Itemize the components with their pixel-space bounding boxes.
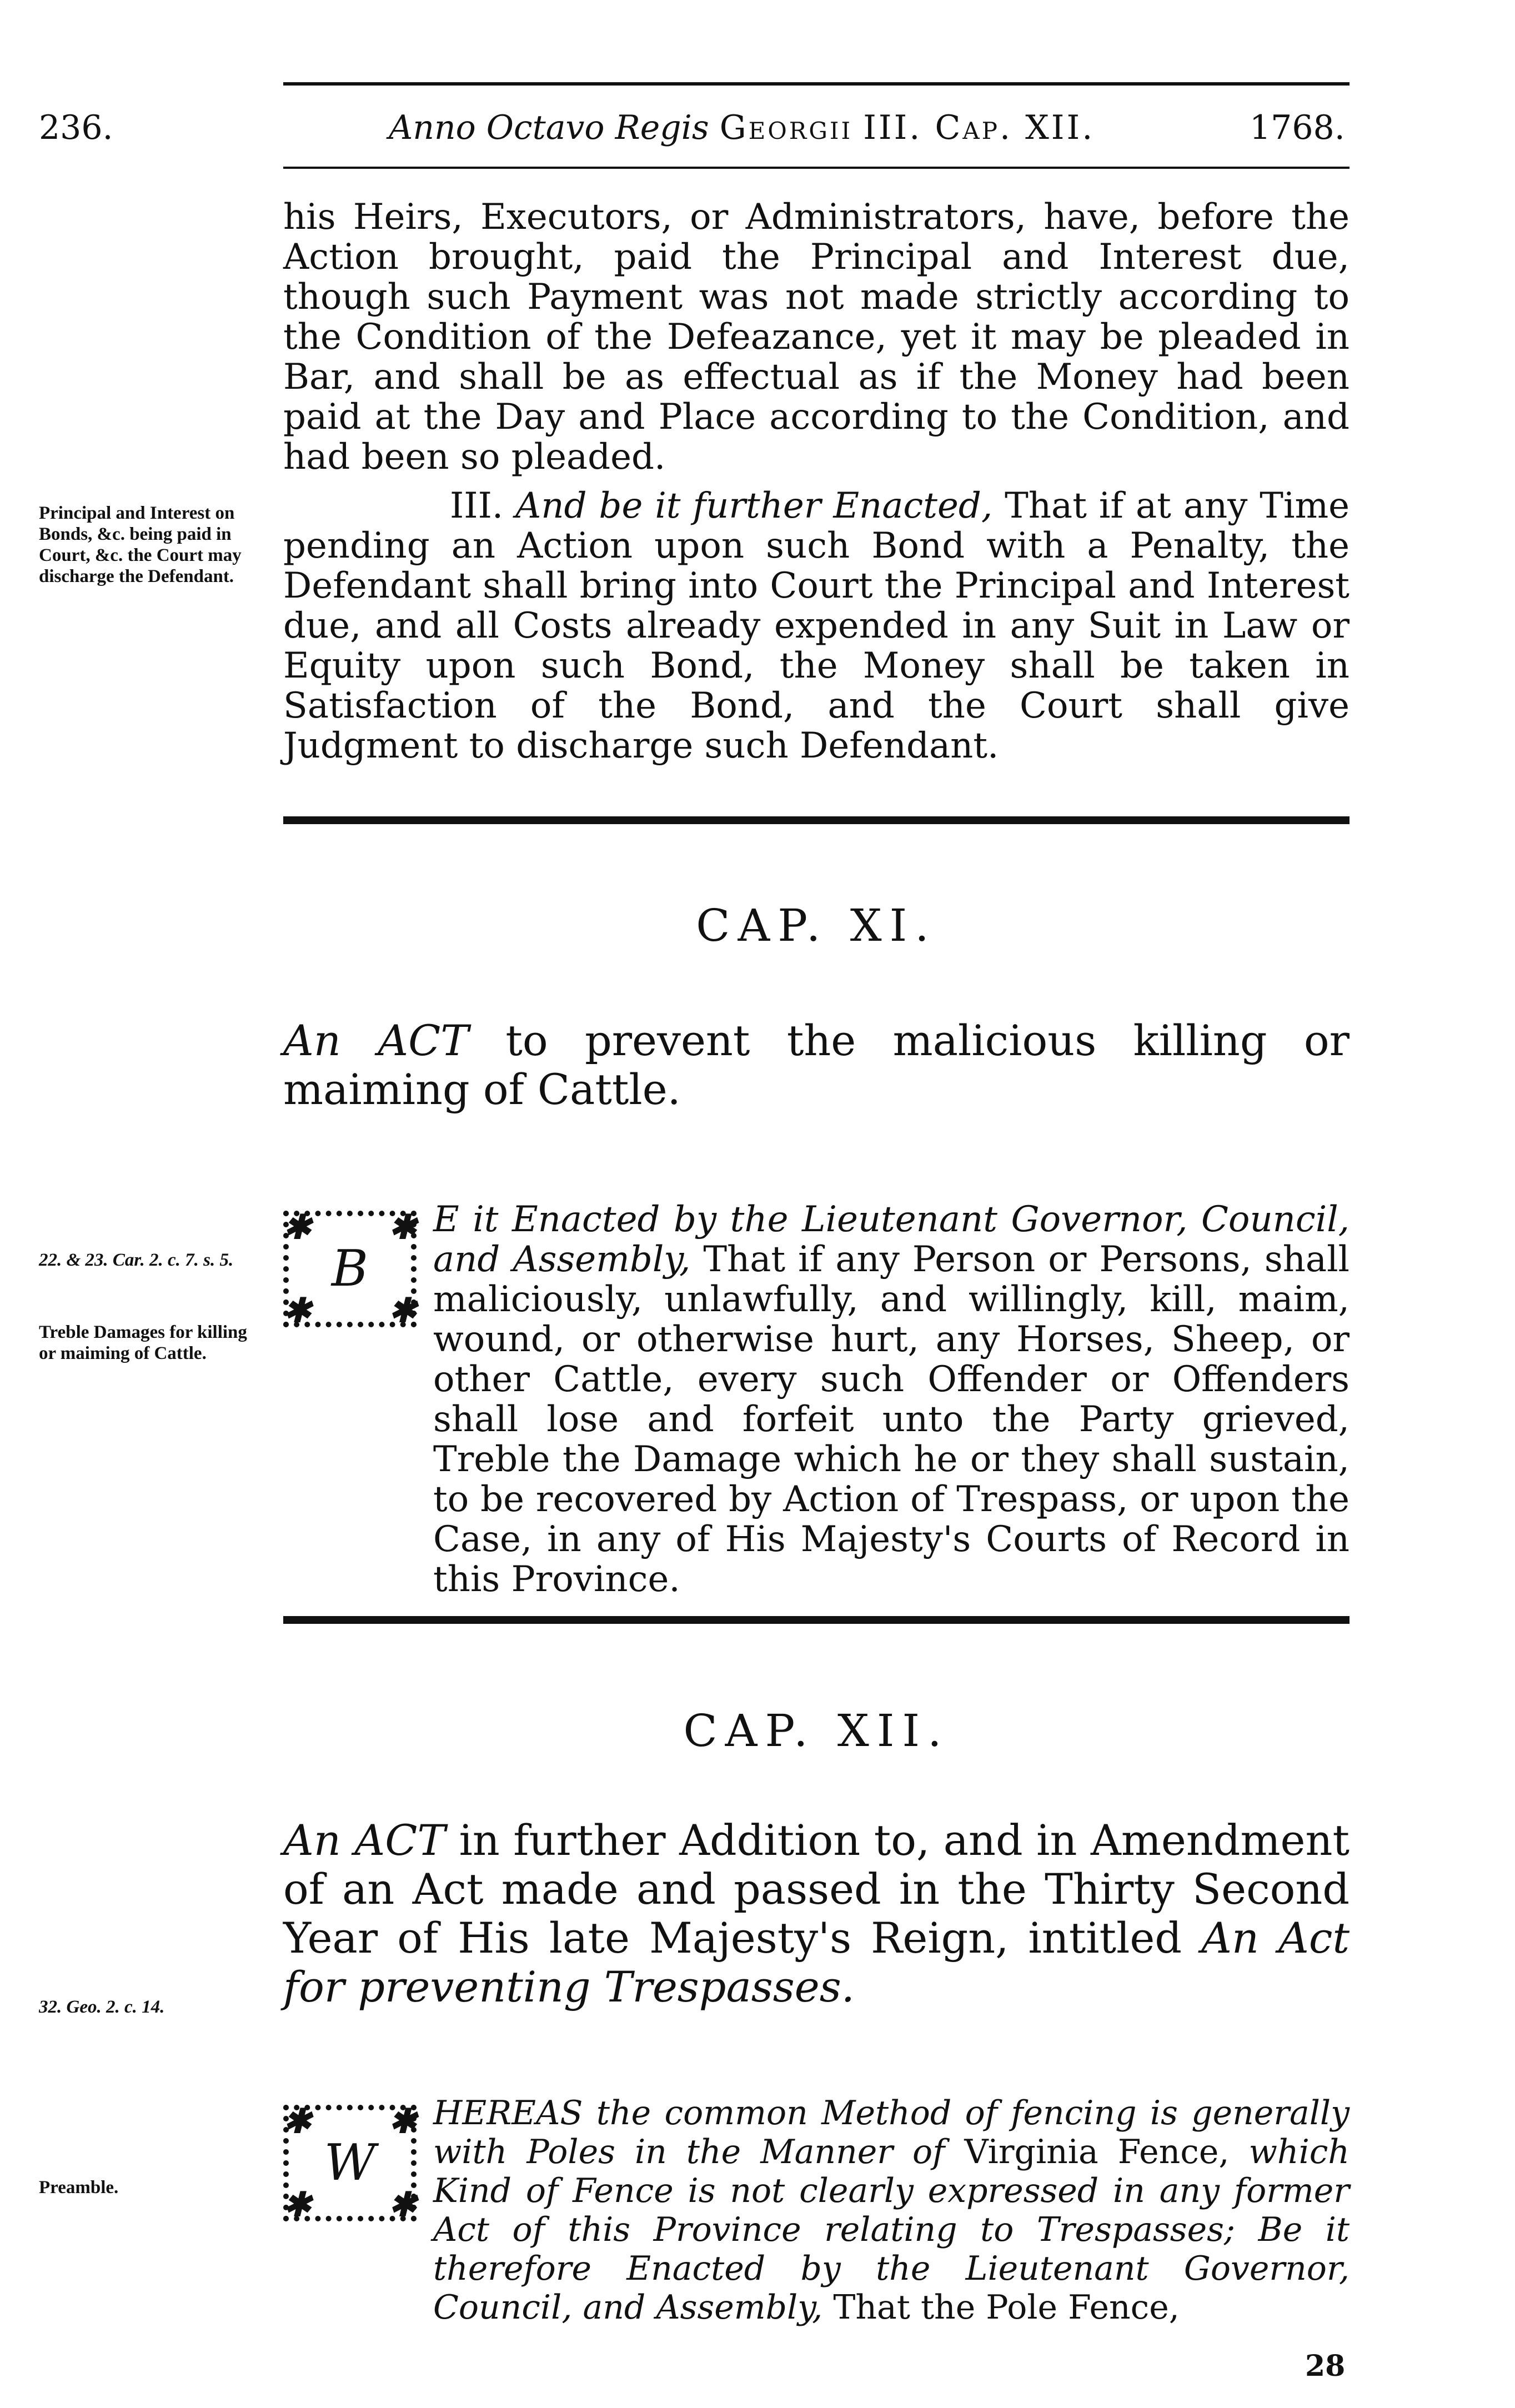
cap-11-dropcap xyxy=(278,1205,422,1333)
cap-12-lead-2: which Kind of Fence is not clearly expressed in any former Act of this Province relating to Trespasses; Be it therefore Enacted by the Lieutenant Governor, Council, and Assembly, xyxy=(433,2133,1350,2327)
cap-12-title-cited: An Act for preventing Trespasses. xyxy=(283,1913,1350,2011)
dropcap-letter: W xyxy=(324,2134,376,2192)
section-3-text: That if at any Time pending an Action upon such Bond with a Penalty, the Defendant shall bring into Court the Principal and Interest due, and all Costs already expended in any Suit in Law or Equity upon such Bond, the Money shall be taken in Satisfaction of the Bond, and the Court shall give Judgment to discharge such Defendant. xyxy=(283,485,1350,766)
cap-11-paragraph xyxy=(433,1200,1350,1599)
cap-12-dropcap xyxy=(278,2099,422,2227)
page-signature: 28 xyxy=(1305,2349,1346,2383)
section-3-numeral: III. xyxy=(450,485,504,526)
dropcap-letter: B xyxy=(331,1240,369,1298)
page-number: 236. xyxy=(39,108,113,147)
section-3-enacting: And be it further Enacted, xyxy=(515,485,993,526)
cap-11-lead: E it Enacted by the Lieutenant Governor, Council, and Assembly, xyxy=(433,1199,1350,1280)
margin-ref-cap-12: 32. Geo. 2. c. 14. xyxy=(39,1997,165,2017)
dropcap-ornament-star: ✱ xyxy=(388,1208,417,1247)
margin-preamble: Preamble. xyxy=(39,2178,119,2198)
cap-11-heading: CAP. XI. xyxy=(696,900,937,951)
cap-12-text: That the Pole Fence, xyxy=(833,2288,1180,2327)
running-title xyxy=(389,106,1095,150)
dropcap-ornament-star: ✱ xyxy=(388,2185,417,2224)
cap-11-title-rest: to prevent the malicious killing or maiming of Cattle. xyxy=(283,1016,1350,1114)
dropcap-ornament-star: ✱ xyxy=(283,1208,312,1247)
running-title-italic: Anno Octavo Regis xyxy=(389,108,709,147)
cap-12-title-prefix: An ACT xyxy=(283,1815,446,1865)
header-top-rule xyxy=(283,82,1350,86)
cap-11-text: That if any Person or Persons, shall maliciously, unlawfully, and willingly, kill, maim, wound, or otherwise hurt, any Horses, Sheep, or other Cattle, every such Offender or Offenders shall lose and forfeit unto the Party grieved, Treble the Damage which he or they shall sustain, to be recovered by Action of Trespass, or upon the Case, in any of His Majesty's Courts of Record in this Province. xyxy=(433,1239,1350,1600)
dropcap-ornament-star: ✱ xyxy=(388,2102,417,2141)
running-title-caps: Georgii xyxy=(719,108,853,147)
page-year: 1768. xyxy=(1250,108,1345,147)
header-bottom-rule xyxy=(283,167,1350,169)
dropcap-ornament-star: ✱ xyxy=(283,2185,312,2224)
section-divider-2 xyxy=(283,1616,1350,1624)
cap-12-lead-1: HEREAS the common Method of fencing is generally with Poles in the Manner of xyxy=(433,2094,1350,2171)
cap-12-paragraph xyxy=(433,2094,1350,2327)
dropcap-ornament-star: ✱ xyxy=(283,2102,312,2141)
margin-note-cap-11: Treble Damages for killing or maiming of Cattle. xyxy=(39,1322,247,1363)
cap-12-title xyxy=(283,1816,1350,2011)
continuation-paragraph: his Heirs, Executors, or Administrators, have, before the Action brought, paid the Principal and Interest due, though such Payment was not made strictly according to the Condition of the Defeazance, yet it may be pleaded in Bar, and shall be as effectual as if the Money had been paid at the Day and Place according to the Condition, and had been so pleaded. xyxy=(283,197,1350,478)
dropcap-ornament-star: ✱ xyxy=(283,1291,312,1330)
dropcap-ornament-star: ✱ xyxy=(388,1291,417,1330)
section-3-paragraph xyxy=(283,486,1350,766)
cap-11-title-prefix: An ACT xyxy=(283,1016,469,1065)
running-title-rest: III. Cap. XII. xyxy=(863,108,1095,147)
margin-ref-cap-11: 22. & 23. Car. 2. c. 7. s. 5. xyxy=(39,1250,234,1270)
cap-12-heading: CAP. XII. xyxy=(683,1705,950,1757)
margin-note-section-3: Principal and Interest on Bonds, &c. being paid in Court, &c. the Court may discharge the Defendant. xyxy=(39,503,242,586)
cap-11-title xyxy=(283,1016,1350,1114)
cap-12-title-rest: in further Addition to, and in Amendment of an Act made and passed in the Thirty Second Year of His late Majesty's Reign, intitled xyxy=(283,1815,1350,1963)
cap-12-lead-roman: Virginia Fence, xyxy=(964,2133,1230,2171)
section-divider-1 xyxy=(283,816,1350,824)
